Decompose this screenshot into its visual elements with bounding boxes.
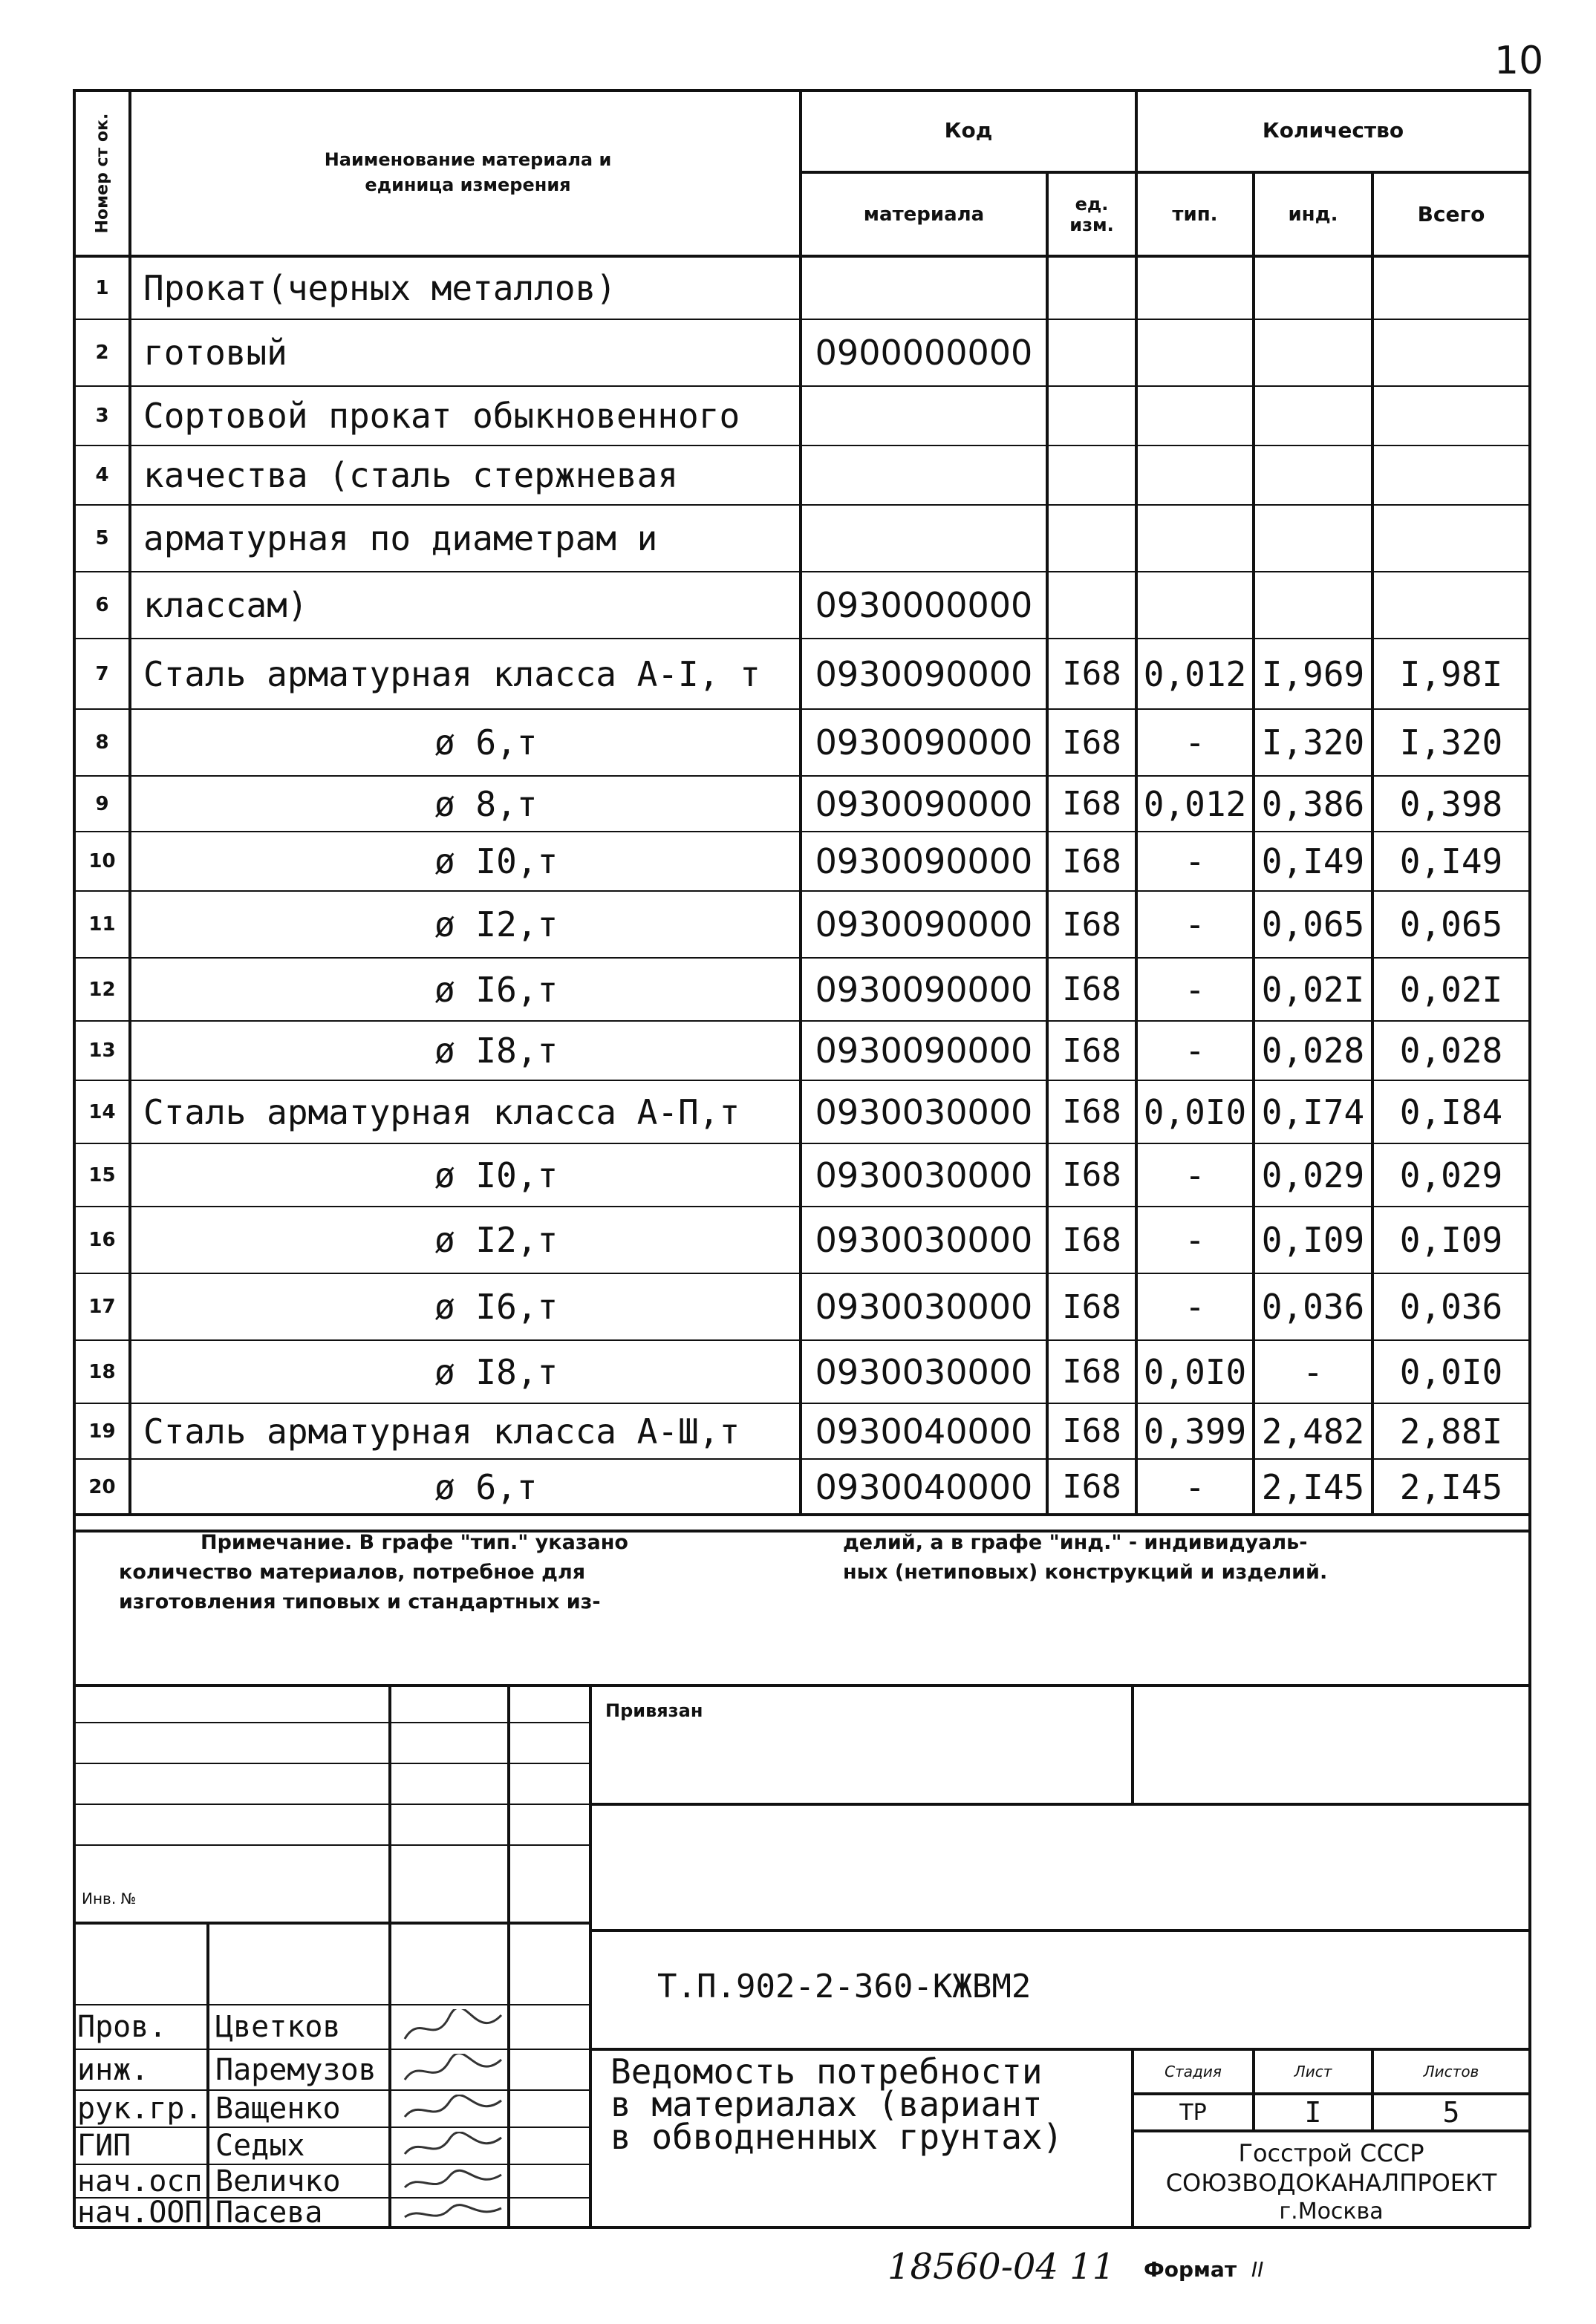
cell-name: ø 6,т (434, 1466, 538, 1507)
cell-code: 0930030000 (815, 1351, 1033, 1392)
cell-unit (1047, 445, 1136, 505)
cell-name: готовый (143, 333, 287, 373)
cell-typ: - (1185, 1031, 1205, 1071)
cell-unit: I68 (1062, 842, 1121, 881)
cell-typ: - (1185, 1287, 1205, 1327)
cell-unit: I68 (1062, 1412, 1121, 1450)
cell-name: Прокат(черных металлов) (143, 267, 616, 308)
handwritten-signature (401, 2132, 505, 2161)
signer-name: Ващенко (215, 2092, 341, 2126)
cell-code: 0930040000 (815, 1411, 1033, 1452)
cell-code: 0930030000 (815, 1091, 1033, 1132)
cell-n: 14 (88, 1100, 116, 1123)
cell-ind: - (1303, 1351, 1323, 1392)
cell-ind: 0,036 (1261, 1287, 1365, 1327)
cell-ind: 2,482 (1261, 1411, 1365, 1452)
qty-total-header: Всего (1417, 202, 1485, 226)
cell-name: Сталь арматурная класса А-П,т (143, 1091, 740, 1132)
cell-total (1372, 256, 1530, 319)
cell-ind: 2,I45 (1261, 1466, 1365, 1507)
signer-name: Цветков (215, 2010, 341, 2044)
cell-typ (1136, 445, 1254, 505)
cell-unit: I68 (1062, 655, 1121, 693)
note-line-2: количество материалов, потребное для (119, 1561, 586, 1584)
cell-unit: I68 (1062, 723, 1121, 762)
cell-code: 0930090000 (815, 969, 1033, 1010)
cell-ind: 0,02I (1261, 969, 1365, 1010)
cell-total: I,98I (1399, 653, 1503, 694)
cell-name: ø I8,т (434, 1031, 558, 1071)
handwritten-signature (401, 2009, 505, 2046)
cell-total: 0,I84 (1399, 1091, 1503, 1132)
cell-total: 0,02I (1399, 969, 1503, 1010)
cell-typ: - (1185, 1466, 1205, 1507)
qty-ind-header: инд. (1288, 203, 1338, 226)
note-line-4: делий, а в графе "инд." - индивидуаль- (843, 1531, 1308, 1554)
cell-typ (1136, 319, 1254, 386)
signer-role: Пров. (77, 2010, 167, 2044)
cell-n: 10 (88, 850, 116, 872)
cell-typ (1136, 386, 1254, 445)
cell-name: ø I0,т (434, 841, 558, 881)
handwritten-signature (401, 2095, 505, 2124)
cell-code: 0930090000 (815, 783, 1033, 824)
cell-n: 1 (95, 276, 109, 299)
sheet-label: Лист (1294, 2063, 1332, 2080)
organization (1133, 2138, 1530, 2226)
inventory-number-label: Инв. № (82, 1890, 137, 1907)
cell-code (801, 256, 1047, 319)
cell-code: 0930040000 (815, 1466, 1033, 1507)
cell-unit (1047, 386, 1136, 445)
cell-total (1372, 386, 1530, 445)
cell-code: 0930090000 (815, 653, 1033, 694)
cell-n: 11 (88, 913, 116, 936)
signer-role: инж. (77, 2052, 149, 2087)
cell-typ: - (1185, 904, 1205, 944)
row-number-header: Номер ст ок. (93, 113, 112, 234)
document-title (610, 2052, 1064, 2157)
cell-n: 17 (88, 1296, 116, 1318)
page-number: 10 (1494, 39, 1544, 83)
cell-name: Сталь арматурная класса А-Ш,т (143, 1411, 740, 1452)
cell-n: 8 (95, 731, 109, 754)
cell-n: 13 (88, 1039, 116, 1062)
signer-name: Величко (215, 2164, 341, 2198)
cell-total: 0,065 (1399, 904, 1503, 944)
cell-code (801, 386, 1047, 445)
cell-ind: 0,029 (1261, 1155, 1365, 1195)
sheets-label: Листов (1423, 2063, 1479, 2080)
cell-unit (1047, 256, 1136, 319)
cell-name: качества (сталь стержневая (143, 455, 679, 495)
cell-code: 0930030000 (815, 1155, 1033, 1195)
note-block-right (843, 1528, 1327, 1587)
cell-name: Сталь арматурная класса А-I, т (143, 653, 760, 694)
cell-unit: I68 (1062, 785, 1121, 823)
code-material-header: материала (863, 203, 985, 226)
cell-name: классам) (143, 585, 308, 625)
name-header: Наименование материала и единица измерения (324, 149, 612, 195)
cell-unit (1047, 572, 1136, 639)
cell-total: 0,0I0 (1399, 1351, 1503, 1392)
cell-n: 7 (95, 662, 109, 685)
cell-n: 4 (95, 464, 109, 486)
cell-typ: 0,399 (1143, 1411, 1247, 1452)
cell-typ: 0,012 (1143, 783, 1247, 824)
cell-ind: 0,I74 (1261, 1091, 1365, 1132)
cell-code (801, 505, 1047, 572)
cell-typ: - (1185, 1155, 1205, 1195)
signer-role: нач.ООП (77, 2198, 203, 2227)
cell-name: ø I2,т (434, 904, 558, 944)
cell-ind: 0,I09 (1261, 1220, 1365, 1260)
code-group-header: Код (944, 117, 993, 143)
cell-unit: I68 (1062, 1156, 1121, 1194)
cell-typ: 0,012 (1143, 653, 1247, 694)
cell-code (801, 445, 1047, 505)
cell-typ: 0,0I0 (1143, 1351, 1247, 1392)
cell-name: ø I6,т (434, 1287, 558, 1327)
cell-total: 0,398 (1399, 783, 1503, 824)
format-label (1144, 2257, 1263, 2282)
cell-total: 2,88I (1399, 1411, 1503, 1452)
cell-n: 9 (95, 792, 109, 815)
cell-typ (1136, 572, 1254, 639)
privyazan-label: Привязан (605, 1700, 703, 1721)
cell-name: ø 6,т (434, 722, 538, 763)
cell-code: 0930090000 (815, 722, 1033, 763)
signer-name: Седых (215, 2129, 305, 2163)
cell-code: 0930090000 (815, 904, 1033, 944)
cell-code: 0930030000 (815, 1220, 1033, 1260)
qty-group-header: Количество (1262, 117, 1404, 143)
title-line-3: в обводненных грунтах) (610, 2117, 1064, 2157)
format-mark: II (1251, 2257, 1264, 2282)
cell-n: 2 (95, 342, 109, 364)
cell-n: 5 (95, 527, 109, 549)
cell-typ: - (1185, 969, 1205, 1010)
cell-unit: I68 (1062, 1287, 1121, 1326)
cell-name: Сортовой прокат обыкновенного (143, 396, 740, 436)
cell-typ: - (1185, 1220, 1205, 1260)
org-line-1: Госстрой СССР (1238, 2139, 1424, 2167)
cell-ind (1254, 256, 1372, 319)
cell-total: 2,I45 (1399, 1466, 1503, 1507)
cell-total: 0,028 (1399, 1031, 1503, 1071)
stage-label: Стадия (1165, 2063, 1222, 2080)
cell-name: арматурная по диаметрам и (143, 518, 658, 558)
cell-name: ø 8,т (434, 783, 538, 824)
stage-value: ТР (1179, 2099, 1207, 2126)
cell-unit: I68 (1062, 905, 1121, 944)
cell-typ (1136, 256, 1254, 319)
cell-ind (1254, 572, 1372, 639)
cell-typ (1136, 505, 1254, 572)
cell-unit: I68 (1062, 1093, 1121, 1131)
cell-n: 20 (88, 1475, 116, 1498)
signer-role: нач.осп (77, 2164, 203, 2198)
cell-unit: I68 (1062, 1353, 1121, 1391)
cell-name: ø I6,т (434, 969, 558, 1010)
sheet-value: I (1304, 2096, 1322, 2129)
code-unit-header: ед. изм. (1069, 193, 1114, 235)
cell-n: 16 (88, 1229, 116, 1251)
cell-total (1372, 572, 1530, 639)
cell-code: 0930030000 (815, 1287, 1033, 1327)
handwritten-signature (401, 2054, 505, 2087)
cell-ind (1254, 319, 1372, 386)
note-line-1: Примечание. В графе "тип." указано (201, 1531, 628, 1554)
cell-total: 0,036 (1399, 1287, 1503, 1327)
note-line-3: изготовления типовых и стандартных из- (119, 1590, 601, 1613)
archive-number: 18560-04 11 (887, 2246, 1115, 2288)
cell-unit: I68 (1062, 1031, 1121, 1070)
cell-total (1372, 319, 1530, 386)
document-code: Т.П.902-2-360-КЖВМ2 (657, 1968, 1032, 2005)
org-line-3: г.Москва (1279, 2199, 1384, 2225)
signer-role: рук.гр. (77, 2092, 203, 2126)
cell-total: I,320 (1399, 722, 1503, 763)
cell-name: ø I0,т (434, 1155, 558, 1195)
cell-n: 6 (95, 594, 109, 616)
cell-ind: 0,I49 (1261, 841, 1365, 881)
cell-ind (1254, 386, 1372, 445)
cell-total (1372, 445, 1530, 505)
cell-n: 12 (88, 978, 116, 1001)
cell-total: 0,I49 (1399, 841, 1503, 881)
cell-ind (1254, 445, 1372, 505)
cell-n: 19 (88, 1420, 116, 1443)
cell-code: 0930000000 (815, 585, 1033, 625)
title-line-2: в материалах (вариант (610, 2084, 1043, 2124)
cell-ind: 0,028 (1261, 1031, 1365, 1071)
cell-code: 0930090000 (815, 1031, 1033, 1071)
format-text: Формат (1144, 2257, 1237, 2282)
cell-n: 15 (88, 1163, 116, 1187)
note-block (119, 1528, 628, 1617)
org-line-2: СОЮЗВОДОКАНАЛПРОЕКТ (1165, 2169, 1497, 2197)
cell-ind: I,969 (1261, 653, 1365, 694)
cell-unit (1047, 319, 1136, 386)
cell-unit: I68 (1062, 970, 1121, 1008)
cell-unit: I68 (1062, 1468, 1121, 1506)
cell-typ: - (1185, 722, 1205, 763)
cell-n: 3 (95, 405, 109, 427)
cell-code: 0930090000 (815, 841, 1033, 881)
cell-name: ø I8,т (434, 1351, 558, 1392)
cell-ind: I,320 (1261, 722, 1365, 763)
cell-total (1372, 505, 1530, 572)
note-line-5: ных (нетиповых) конструкций и изделий. (843, 1561, 1328, 1584)
cell-total: 0,029 (1399, 1155, 1503, 1195)
cell-name: ø I2,т (434, 1220, 558, 1260)
cell-ind (1254, 505, 1372, 572)
title-line-1: Ведомость потребности (610, 2052, 1043, 2092)
cell-ind: 0,065 (1261, 904, 1365, 944)
cell-total: 0,I09 (1399, 1220, 1503, 1260)
cell-n: 18 (88, 1360, 116, 1383)
cell-unit: I68 (1062, 1221, 1121, 1259)
cell-unit (1047, 505, 1136, 572)
cell-code: 0900000000 (815, 333, 1033, 373)
cell-typ: 0,0I0 (1143, 1091, 1247, 1132)
handwritten-signature (401, 2202, 505, 2225)
cell-ind: 0,386 (1261, 783, 1365, 824)
handwritten-signature (401, 2169, 505, 2195)
signer-role: ГИП (77, 2129, 131, 2163)
sheets-value: 5 (1442, 2096, 1460, 2129)
cell-typ: - (1185, 841, 1205, 881)
signer-name: Пасева (215, 2198, 323, 2227)
signer-name: Паремузов (215, 2052, 377, 2087)
qty-typ-header: тип. (1172, 203, 1218, 226)
